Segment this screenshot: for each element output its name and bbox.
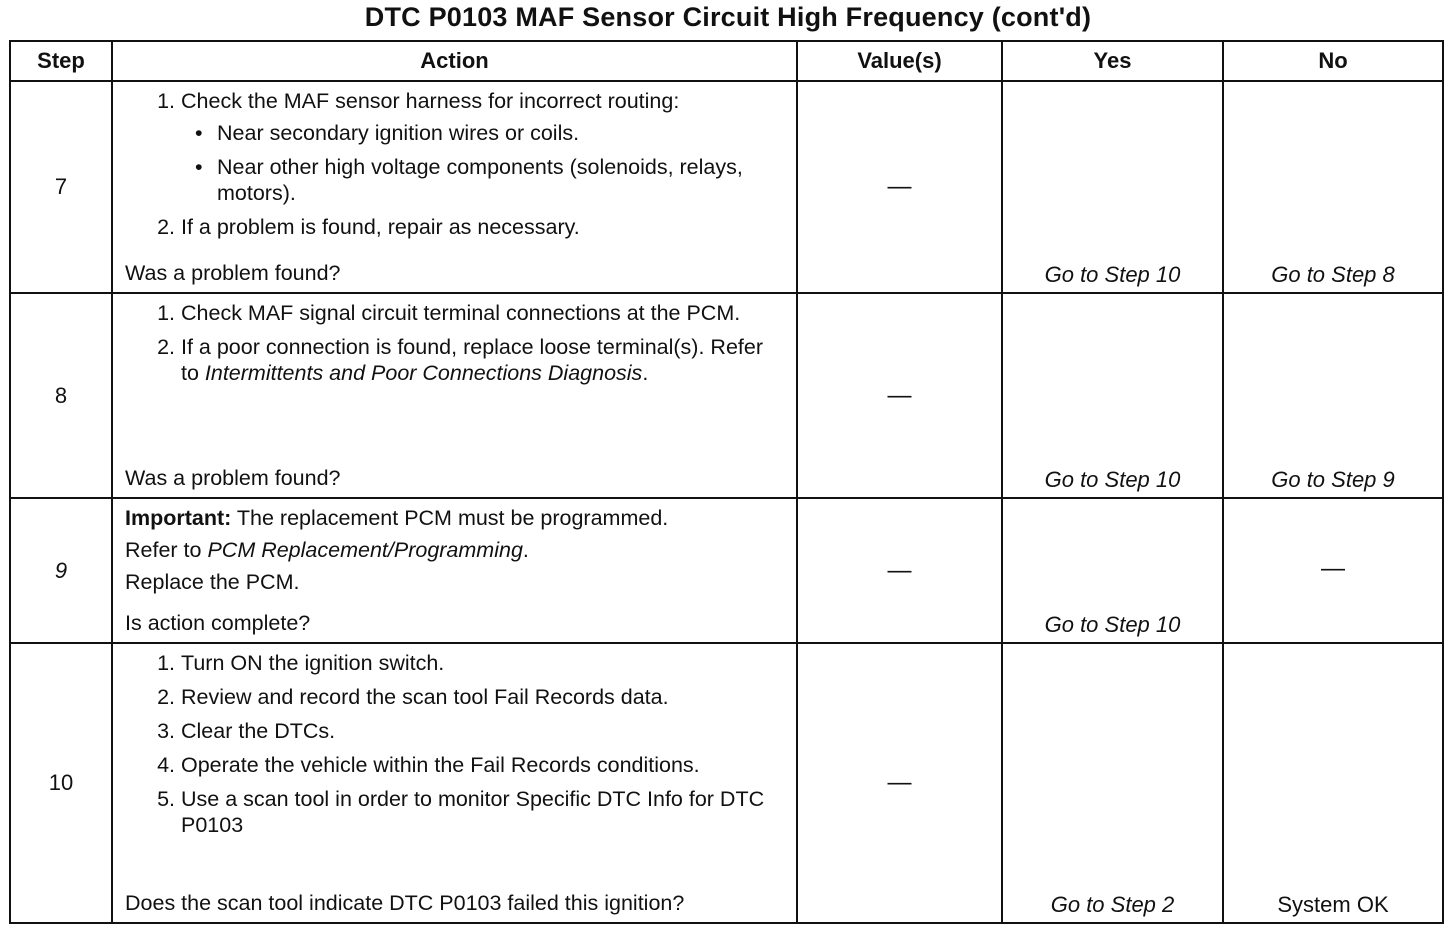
table-row (10, 643, 1443, 923)
instruction-text: Replace the PCM. (125, 570, 300, 594)
list-item: • Near other high voltage components (solenoids, relays, motors). (217, 154, 786, 206)
list-item: 3. Clear the DTCs. (181, 718, 786, 744)
action-list (125, 300, 786, 386)
action-cell (112, 643, 797, 923)
no-result: — (1223, 498, 1443, 643)
step-number: 7 (10, 81, 112, 293)
question-text: Does the scan tool indicate DTC P0103 failed this ignition? (125, 891, 685, 915)
yes-result: Go to Step 10 (1002, 498, 1223, 643)
list-item: 1. Check the MAF sensor harness for incorrect routing: • Near secondary ignition wires or coils. • Near other high voltage components (solenoids, relays, motors). (181, 88, 786, 206)
list-item: 5. Use a scan tool in order to monitor Specific DTC Info for DTC P0103 (181, 786, 786, 838)
table-row (10, 81, 1443, 293)
step-number: 9 (10, 498, 112, 643)
no-result: System OK (1223, 643, 1443, 923)
list-item: 4. Operate the vehicle within the Fail Records conditions. (181, 752, 786, 778)
question-text: Was a problem found? (125, 261, 341, 285)
value-cell: — (797, 643, 1002, 923)
question-text: Was a problem found? (125, 466, 341, 490)
refer-text: Refer to PCM Replacement/Programming. (125, 538, 529, 562)
value-cell: — (797, 498, 1002, 643)
important-label: Important: (125, 506, 232, 530)
action-cell (112, 498, 797, 643)
header-yes: Yes (1002, 41, 1223, 81)
bullet-list (181, 120, 786, 206)
question-text: Is action complete? (125, 611, 311, 635)
header-row (10, 41, 1443, 81)
yes-result: Go to Step 10 (1002, 293, 1223, 498)
list-item: 2. If a poor connection is found, replace loose terminal(s). Refer to Intermittents and Poor Connections Diagnosis. (181, 334, 786, 386)
header-values: Value(s) (797, 41, 1002, 81)
page-title: DTC P0103 MAF Sensor Circuit High Frequency (cont'd) (364, 2, 1092, 32)
diagnostic-table (9, 40, 1444, 924)
reference-link: PCM Replacement/Programming (207, 538, 523, 562)
action-list (125, 650, 786, 838)
no-result: Go to Step 9 (1223, 293, 1443, 498)
reference-link: Intermittents and Poor Connections Diagnosis (204, 361, 643, 385)
table-row (10, 293, 1443, 498)
header-no: No (1223, 41, 1443, 81)
yes-result: Go to Step 10 (1002, 81, 1223, 293)
important-note: Important: The replacement PCM must be programmed. (125, 506, 669, 530)
header-step: Step (10, 41, 112, 81)
action-list (125, 88, 786, 240)
value-cell: — (797, 293, 1002, 498)
list-item: 2. Review and record the scan tool Fail Records data. (181, 684, 786, 710)
action-cell (112, 81, 797, 293)
action-cell (112, 293, 797, 498)
step-number: 8 (10, 293, 112, 498)
no-result: Go to Step 8 (1223, 81, 1443, 293)
list-item: 1. Check MAF signal circuit terminal connections at the PCM. (181, 300, 786, 326)
list-item: 2. If a problem is found, repair as necessary. (181, 214, 786, 240)
step-number: 10 (10, 643, 112, 923)
list-item: 1. Turn ON the ignition switch. (181, 650, 786, 676)
header-action: Action (112, 41, 797, 81)
value-cell: — (797, 81, 1002, 293)
table-row (10, 498, 1443, 643)
list-item: • Near secondary ignition wires or coils. (217, 120, 786, 146)
yes-result: Go to Step 2 (1002, 643, 1223, 923)
